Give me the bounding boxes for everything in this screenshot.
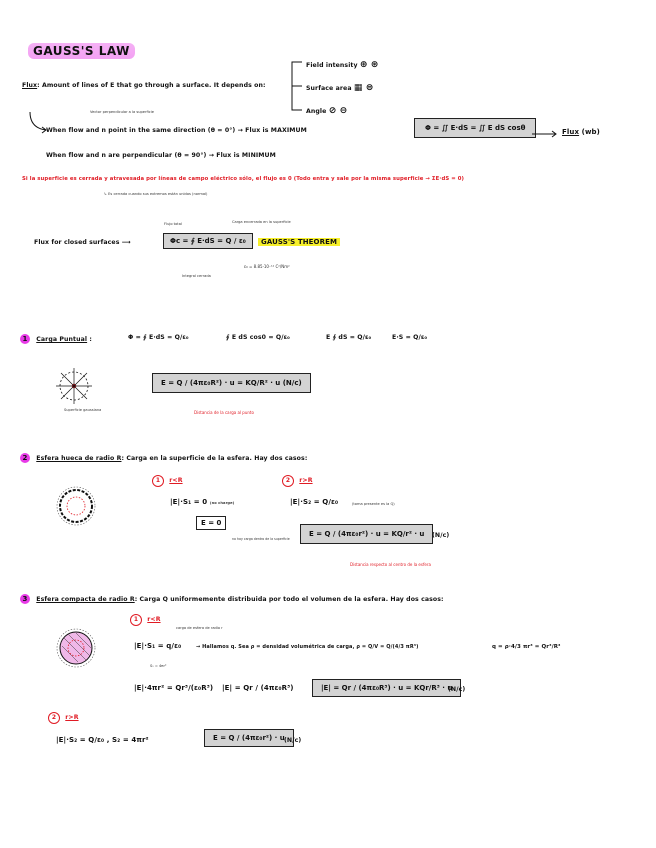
s2-case2-unit: (N/c) — [432, 532, 450, 539]
flux-max-text: When flow and n point in the same direction (θ = 0°) → Flux is MAXIMUM — [46, 127, 307, 134]
curved-arrow — [28, 112, 48, 134]
integral-cerrada-note: Integral cerrada — [182, 274, 211, 278]
factor-field-intensity: Field intensity ⊕ ⊛ — [306, 60, 379, 70]
section-3-title: 3 Esfera compacta de radio R: Carga Q uniformemente distribuida por todo el volumen de la esfera. Hay dos casos: — [20, 594, 444, 604]
s3-case2-eq: |E|·S₂ = Q/ε₀ , S₂ = 4πr² — [56, 736, 149, 744]
s2-case1-header: 1 r<R — [152, 475, 183, 487]
s3-case2-header: 2 r>R — [48, 712, 79, 724]
s1-eq3: E ∮ dS = Q/ε₀ — [326, 334, 372, 341]
s3-case1-eq2: |E|·4πr² = Qr³/(ε₀R³) — [134, 684, 214, 692]
gaussian-surface-label: Superficie gaussiana — [64, 408, 102, 412]
field-icon: ⊕ ⊛ — [359, 60, 379, 70]
s1-field-box: E = Q / (4πε₀R²) · u = KQ/R² · u (N/c) — [152, 373, 311, 393]
s3-case2-unit: (N/c) — [284, 737, 302, 744]
flux-arrow — [532, 131, 560, 137]
closed-flux-label: Flux for closed surfaces ⟶ — [34, 239, 131, 246]
s1-eq2: ∮ E dS cos0 = Q/ε₀ — [226, 334, 290, 341]
surface-icon: ▦ ⊜ — [353, 83, 374, 93]
flux-min-text: When flow and n are perpendicular (θ = 90°) → Flux is MINIMUM — [46, 152, 276, 159]
gauss-theorem-label: GAUSS'S THEOREM — [258, 238, 340, 246]
s3-case1-mid: → Hallamos q. Sea ρ = densidad volumétrica de carga, ρ = Q/V = Q/(4/3 πR³) — [196, 644, 419, 650]
s1-eq1: Φ = ∮ E·dS = Q/ε₀ — [128, 334, 189, 341]
s3-case1-unit: (N/c) — [448, 686, 466, 693]
s3-case1-eq: |E|·S₁ = q/ε₀ — [134, 642, 182, 650]
s3-case1-q: q = ρ·4/3 πr³ = Qr³/R³ — [492, 644, 561, 650]
factors-bracket — [288, 58, 308, 118]
s3-case1-header: 1 r<R — [130, 614, 161, 626]
closed-surface-note: ↳ Es cerrada cuando sus extremos están unidos (normal) — [104, 192, 208, 196]
flux-formula-label: Flux (wb) — [562, 128, 600, 136]
factor-angle: Angle ⊘ ⊖ — [306, 106, 348, 116]
s3-case1-box: |E| = Qr / (4πε₀R³) · u = KQr/R³ · u — [312, 679, 461, 697]
perp-vector-note: Vector perpendicular a la superficie — [90, 110, 154, 114]
point-charge-figure — [52, 366, 102, 412]
s2-case2-eq: |E|·S₂ = Q/ε₀ — [290, 498, 339, 506]
flux-definition: Flux: Amount of lines of E that go through a surface. It depends on: — [22, 82, 266, 89]
s2-case2-red-note: Distancia respecto al centro de la esfera — [350, 562, 431, 567]
s2-case2-note: (toma presente es la Q) — [352, 502, 395, 506]
s2-case1-note: no hay carga dentro de la superficie — [232, 537, 290, 541]
s2-case1-box: E = 0 — [196, 516, 226, 530]
flux-formula-box: Φ = ∬ E·dS = ∬ E dS cosθ — [414, 118, 536, 138]
s3-case1-s: S₁ = 4πr² — [150, 664, 167, 668]
closed-surface-rule: Si la superficie es cerrada y atravesada por líneas de campo eléctrico sólo, el flujo es 0 (Todo entra y sale por la misma superficie → ΣE·dS = 0) — [22, 176, 465, 182]
page-title: GAUSS'S LAW — [28, 44, 135, 58]
s2-case1-eq: |E|·S₁ = 0 (no charge) — [170, 498, 235, 506]
section-1-title: 1 Carga Puntual : — [20, 334, 92, 344]
s2-case2-header: 2 r>R — [282, 475, 313, 487]
s1-eq4: E·S = Q/ε₀ — [392, 334, 428, 341]
epsilon-value: ε₀ = 8.85·10⁻¹² C²/Nm² — [244, 264, 290, 269]
s3-case1-tiny: carga de esfera de radio r — [176, 626, 223, 630]
s2-case2-box: E = Q / (4πε₀r²) · u = KQ/r² · u — [300, 524, 433, 544]
flujo-total-note: Flujo total — [164, 222, 182, 226]
hollow-sphere-figure — [56, 486, 98, 528]
s3-case2-box: E = Q / (4πε₀r²) · u — [204, 729, 294, 747]
compact-sphere-figure — [56, 628, 98, 670]
s3-case1-eq3: |E| = Qr / (4πε₀R³) — [222, 684, 294, 692]
factor-surface-area: Surface area ▦ ⊜ — [306, 83, 374, 93]
s1-distance-note: Distancia de la carga al punto — [194, 410, 254, 415]
gauss-theorem-box: Φc = ∮ E·dS = Q / ε₀ — [163, 233, 253, 249]
section-2-title: 2 Esfera hueca de radio R: Carga en la superficie de la esfera. Hay dos casos: — [20, 453, 307, 463]
carga-encerrada-note: Carga encerrada en la superficie — [232, 220, 291, 224]
angle-icon: ⊘ ⊖ — [328, 106, 348, 116]
